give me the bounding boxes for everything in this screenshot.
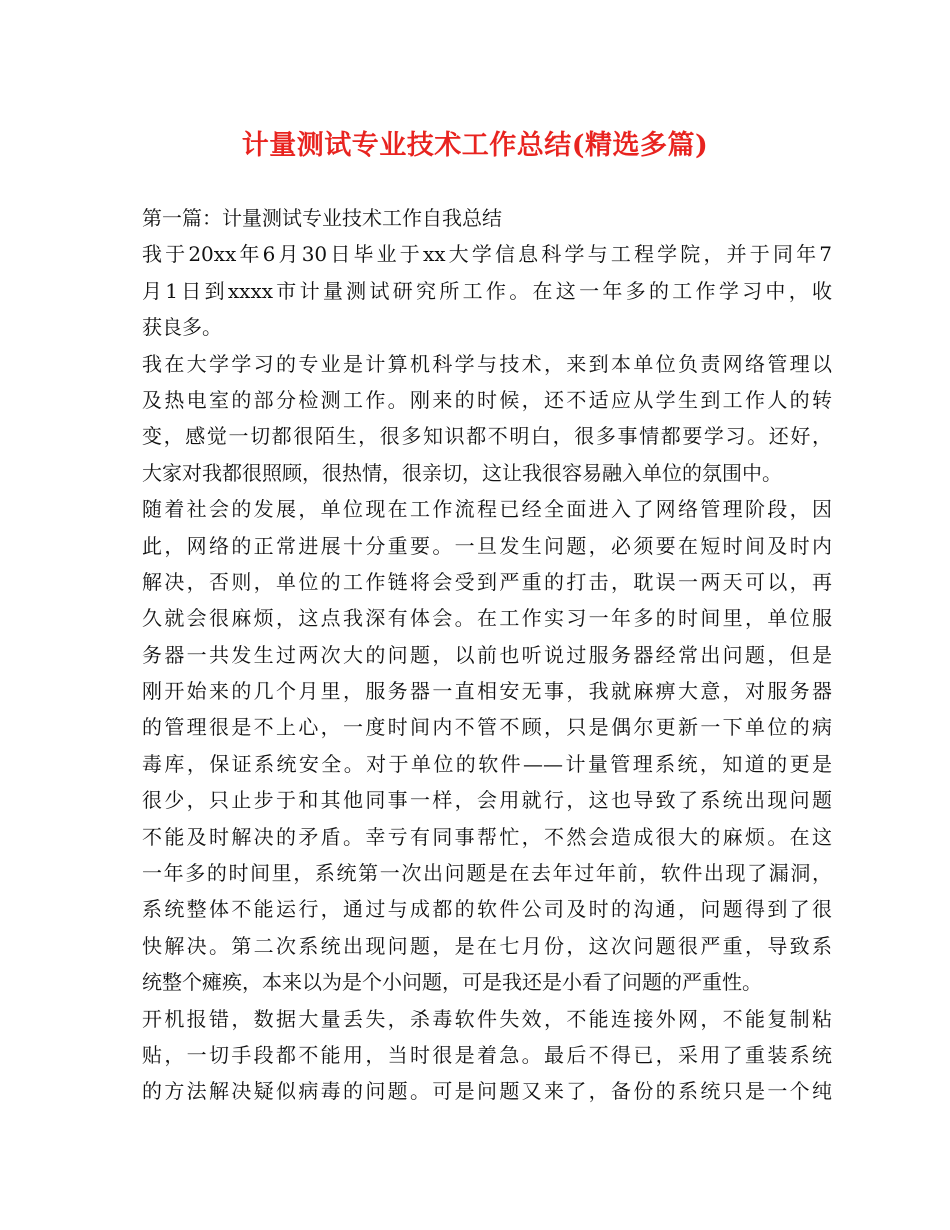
text-line: 系统整体不能运行，通过与成都的软件公司及时的沟通，问题得到了很 xyxy=(142,897,832,922)
text-line: 久就会很麻烦，这点我深有体会。在工作实习一年多的时间里，单位服 xyxy=(142,606,832,631)
text-line: 的管理很是不上心，一度时间内不管不顾，只是偶尔更新一下单位的病 xyxy=(142,715,832,740)
text-line: 不能及时解决的矛盾。幸亏有同事帮忙，不然会造成很大的麻烦。在这 xyxy=(142,824,832,849)
text-line: 毒库，保证系统安全。对于单位的软件——计量管理系统，知道的更是 xyxy=(142,751,832,776)
text-line: 统整个瘫痪，本来以为是个小问题，可是我还是小看了问题的严重性。 xyxy=(142,970,762,995)
text-line: 大家对我都很照顾，很热情，很亲切，这让我很容易融入单位的氛围中。 xyxy=(142,460,782,485)
document-body xyxy=(142,200,832,1110)
text-line: 月1日到xxxx市计量测试研究所工作。在这一年多的工作学习中，收 xyxy=(142,278,832,303)
text-line: 的方法解决疑似病毒的问题。可是问题又来了，备份的系统只是一个纯 xyxy=(142,1079,832,1104)
text-line: 变，感觉一切都很陌生，很多知识都不明白，很多事情都要学习。还好， xyxy=(142,424,832,449)
text-line: 务器一共发生过两次大的问题，以前也听说过服务器经常出问题，但是 xyxy=(142,642,832,667)
text-line: 我在大学学习的专业是计算机科学与技术，来到本单位负责网络管理以 xyxy=(142,351,832,376)
text-line: 一年多的时间里，系统第一次出问题是在去年过年前，软件出现了漏洞， xyxy=(142,861,832,886)
text-line: 随着社会的发展，单位现在工作流程已经全面进入了网络管理阶段，因 xyxy=(142,497,832,522)
text-line: 此，网络的正常进展十分重要。一旦发生问题，必须要在短时间及时内 xyxy=(142,533,832,558)
text-line: 开机报错，数据大量丢失，杀毒软件失效，不能连接外网，不能复制粘 xyxy=(142,1006,832,1031)
text-line: 很少，只止步于和其他同事一样，会用就行，这也导致了系统出现问题 xyxy=(142,788,832,813)
text-line: 获良多。 xyxy=(142,315,222,340)
document-title: 计量测试专业技术工作总结(精选多篇) xyxy=(241,130,709,161)
text-line: 贴，一切手段都不能用，当时很是着急。最后不得已，采用了重装系统 xyxy=(142,1042,832,1067)
text-line: 刚开始来的几个月里，服务器一直相安无事，我就麻痹大意，对服务器 xyxy=(142,679,832,704)
text-line: 第一篇：计量测试专业技术工作自我总结 xyxy=(142,206,502,230)
text-line: 解决，否则，单位的工作链将会受到严重的打击，耽误一两天可以，再 xyxy=(142,569,832,594)
text-line: 我于20xx年6月30日毕业于xx大学信息科学与工程学院，并于同年7 xyxy=(142,242,832,267)
text-line: 及热电室的部分检测工作。刚来的时候，还不适应从学生到工作人的转 xyxy=(142,387,832,412)
text-line: 快解决。第二次系统出现问题，是在七月份，这次问题很严重，导致系 xyxy=(142,933,832,958)
